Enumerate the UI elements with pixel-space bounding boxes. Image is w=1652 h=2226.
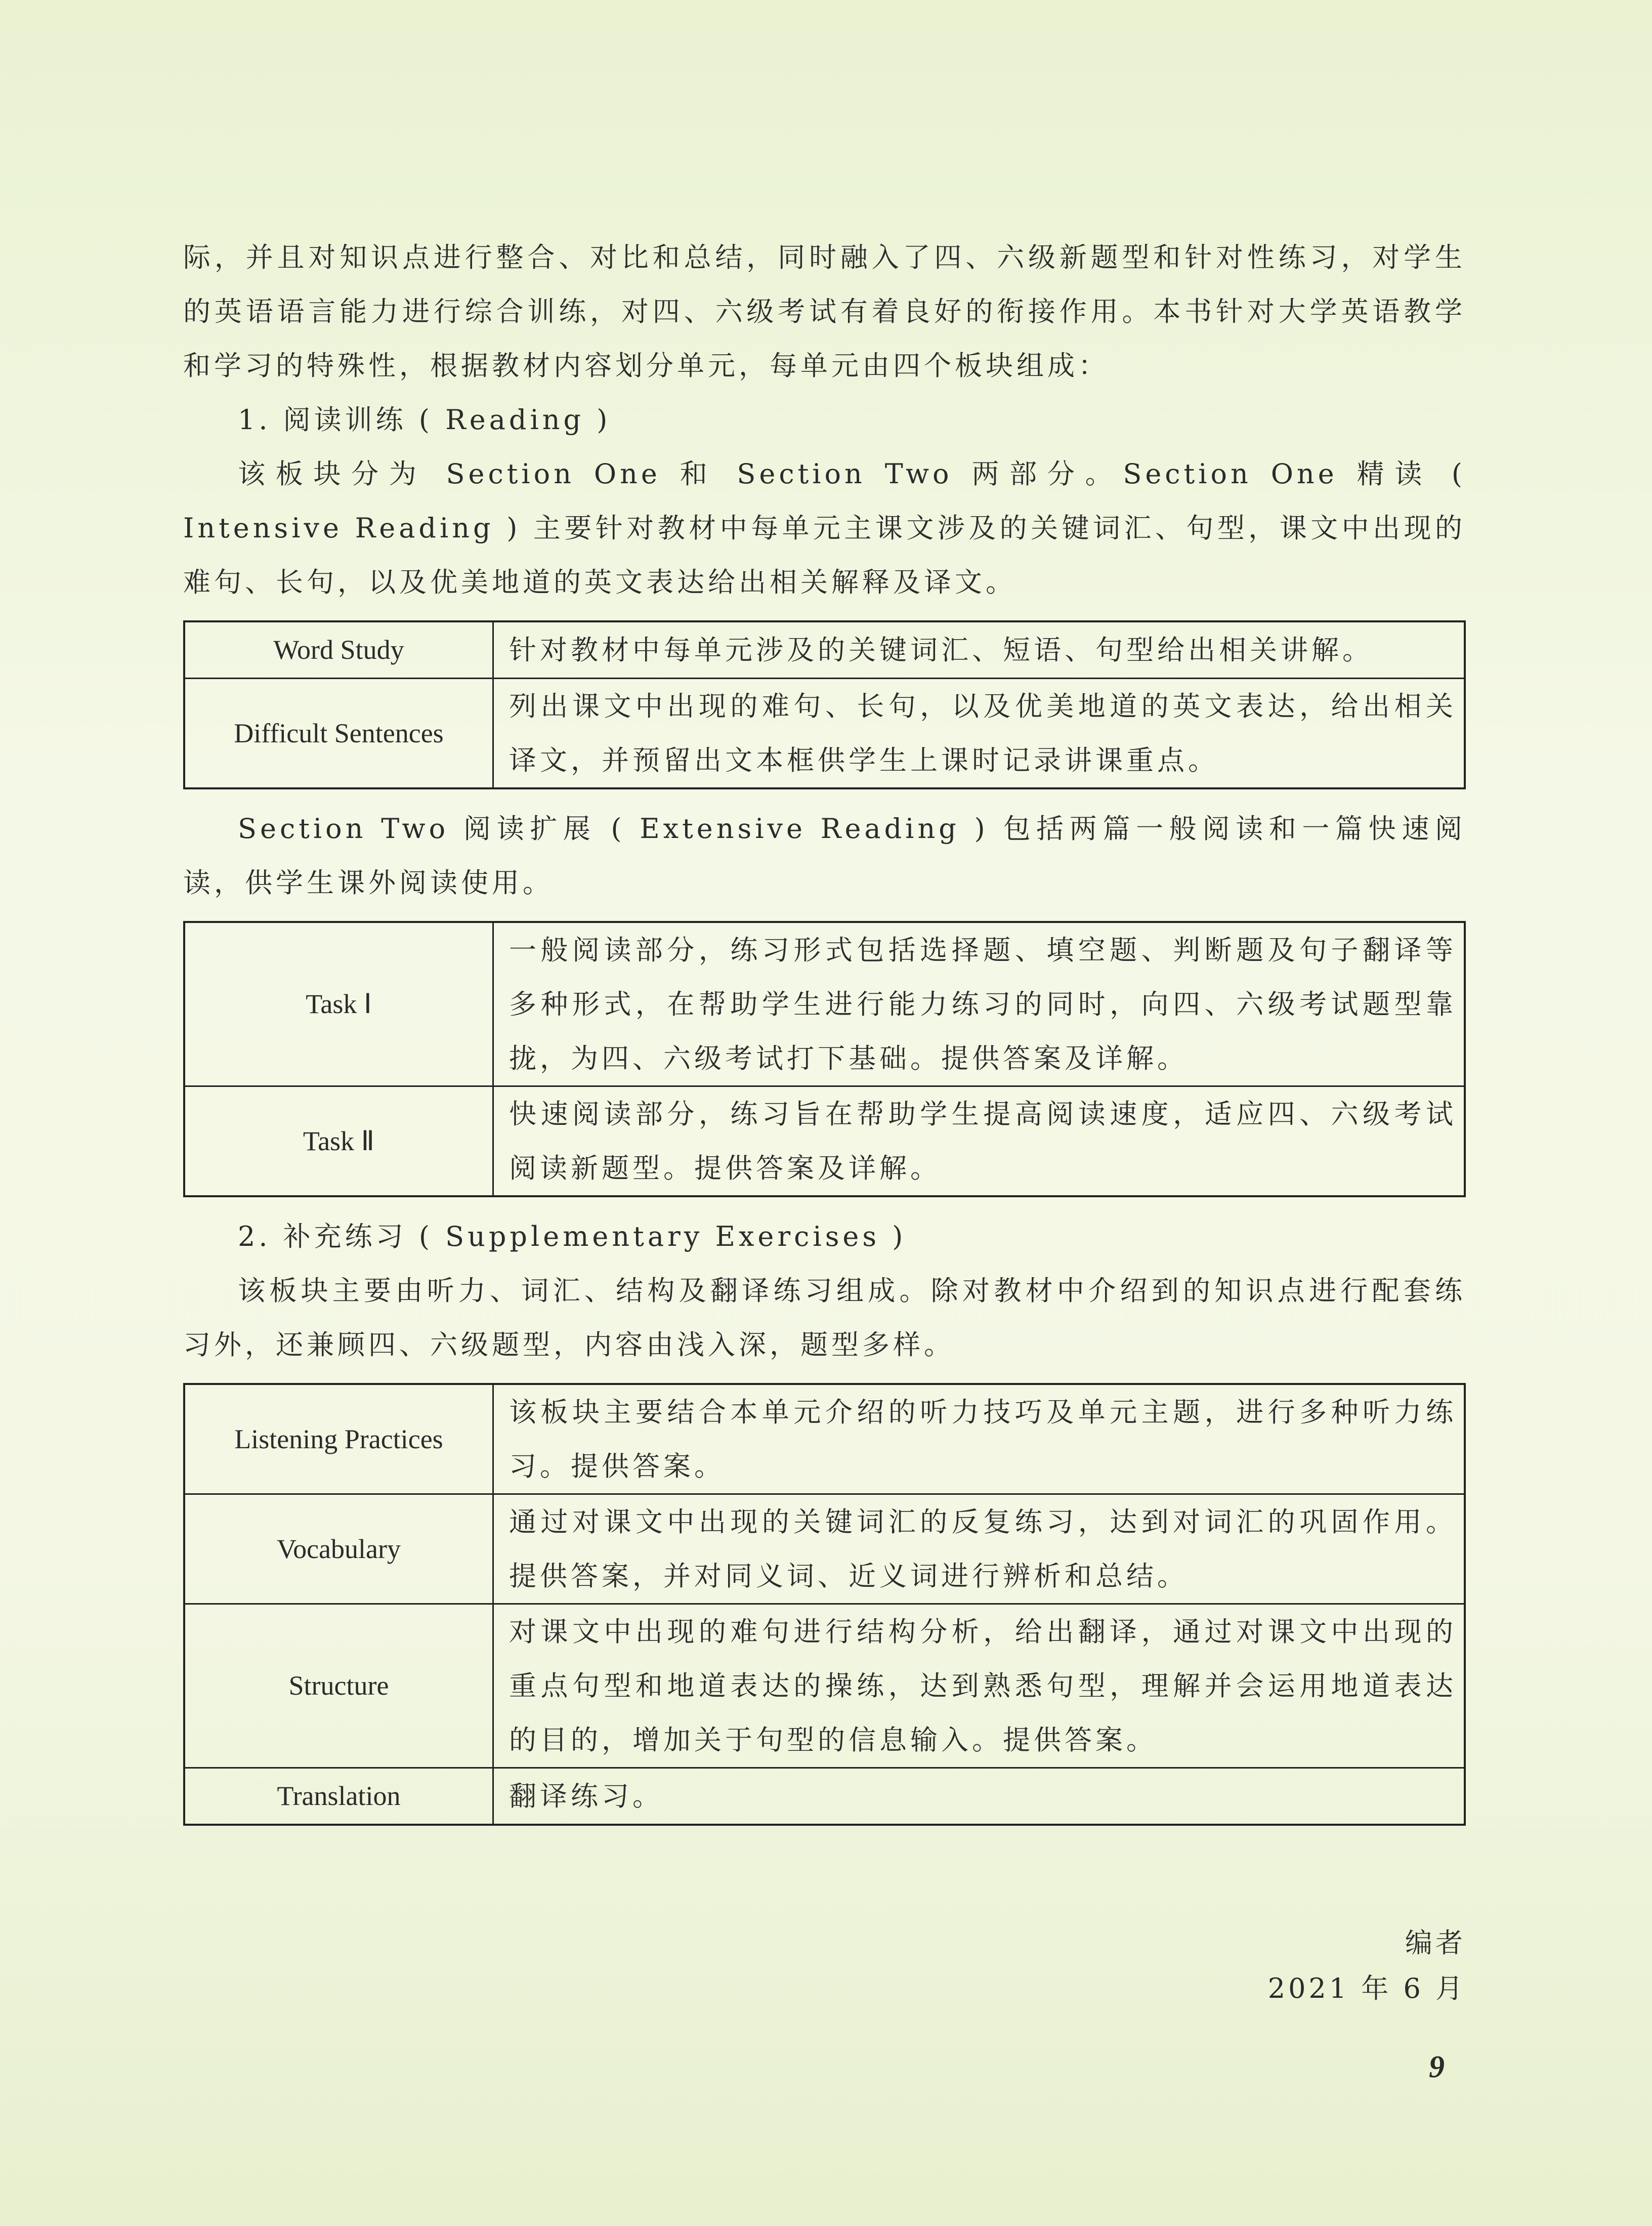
table-label-cell: Word Study — [184, 621, 493, 679]
table-desc-cell: 列出课文中出现的难句、长句，以及优美地道的英文表达，给出相关译文，并预留出文本框供学生上课时记录讲课重点。 — [493, 679, 1465, 789]
table-label-cell: Task Ⅱ — [184, 1086, 493, 1197]
table-row — [184, 1086, 1465, 1197]
intensive-reading-table — [183, 620, 1466, 789]
table-desc-cell: 一般阅读部分，练习形式包括选择题、填空题、判断题及句子翻译等多种形式，在帮助学生进行能力练习的同时，向四、六级考试题型靠拢，为四、六级考试打下基础。提供答案及详解。 — [493, 922, 1465, 1086]
supplementary-exercises-table — [183, 1383, 1466, 1826]
table-label-cell: Structure — [184, 1604, 493, 1768]
table-desc-cell: 通过对课文中出现的关键词汇的反复练习，达到对词汇的巩固作用。提供答案，并对同义词、近义词进行辨析和总结。 — [493, 1494, 1465, 1604]
supplementary-intro-paragraph: 该板块主要由听力、词汇、结构及翻译练习组成。除对教材中介绍到的知识点进行配套练习外，还兼顾四、六级题型，内容由浅入深，题型多样。 — [183, 1275, 1466, 1361]
intro-paragraph: 际，并且对知识点进行整合、对比和总结，同时融入了四、六级新题型和针对性练习，对学生的英语语言能力进行综合训练，对四、六级考试有着良好的衔接作用。本书针对大学英语教学和学习的特殊性，根据教材内容划分单元，每单元由四个板块组成： — [183, 241, 1466, 382]
extensive-reading-paragraph: Section Two 阅读扩展 ( Extensive Reading ) 包括两篇一般阅读和一篇快速阅读，供学生课外阅读使用。 — [183, 813, 1466, 899]
signature-date: 2021 年 6 月 — [1267, 1972, 1466, 2004]
document-body — [183, 230, 1466, 1838]
page-number: 9 — [1429, 2050, 1445, 2084]
table-label-cell: Translation — [184, 1768, 493, 1825]
section-heading-supplementary: 2. 补充练习 ( Supplementary Exercises ) — [238, 1221, 907, 1252]
table-label-cell: Task Ⅰ — [184, 922, 493, 1086]
table-row — [184, 1604, 1465, 1768]
table-label-cell: Vocabulary — [184, 1494, 493, 1604]
table-row — [184, 922, 1465, 1086]
table-desc-cell: 针对教材中每单元涉及的关键词汇、短语、句型给出相关讲解。 — [493, 621, 1465, 679]
reading-intro-paragraph: 该板块分为 Section One 和 Section Two 两部分。Section One 精读 ( Intensive Reading ) 主要针对教材中每单元主课文涉及的关键词汇、句型，课文中出现的难句、长句，以及优美地道的英文表达给出相关解释及译文。 — [183, 458, 1466, 598]
section-heading-reading: 1. 阅读训练 ( Reading ) — [238, 404, 611, 436]
table-desc-cell: 对课文中出现的难句进行结构分析，给出翻译，通过对课文中出现的重点句型和地道表达的操练，达到熟悉句型，理解并会运用地道表达的目的，增加关于句型的信息输入。提供答案。 — [493, 1604, 1465, 1768]
table-label-cell: Listening Practices — [184, 1384, 493, 1494]
table-desc-cell: 快速阅读部分，练习旨在帮助学生提高阅读速度，适应四、六级考试阅读新题型。提供答案及详解。 — [493, 1086, 1465, 1197]
table-label-cell: Difficult Sentences — [184, 679, 493, 789]
table-row — [184, 1384, 1465, 1494]
table-row — [184, 1494, 1465, 1604]
table-desc-cell: 翻译练习。 — [493, 1768, 1465, 1825]
table-row — [184, 679, 1465, 789]
table-row — [184, 621, 1465, 679]
extensive-reading-table — [183, 921, 1466, 1197]
table-row — [184, 1768, 1465, 1825]
table-desc-cell: 该板块主要结合本单元介绍的听力技巧及单元主题，进行多种听力练习。提供答案。 — [493, 1384, 1465, 1494]
signature-author: 编者 — [1405, 1927, 1466, 1959]
